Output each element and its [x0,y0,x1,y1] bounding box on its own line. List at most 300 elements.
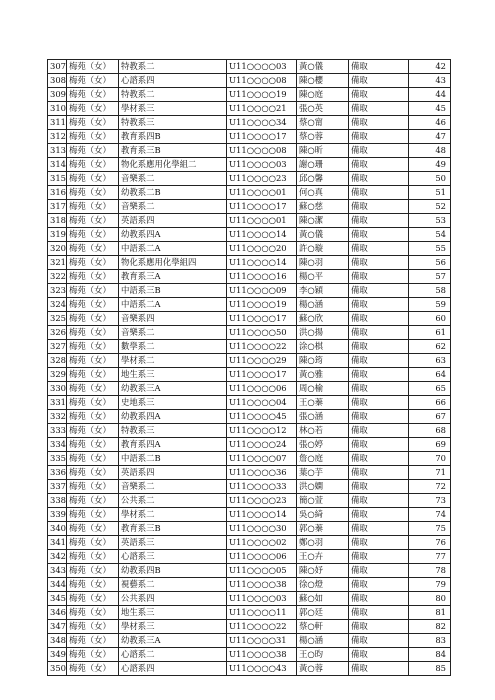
status-cell: 備取 [349,368,409,382]
status-cell: 備取 [349,592,409,606]
row-number-cell: 308 [48,74,67,88]
dormitory-cell: 梅苑（女） [67,340,119,354]
table-row [48,452,451,466]
table-row [48,396,451,410]
dormitory-cell: 梅苑（女） [67,396,119,410]
dormitory-cell: 梅苑（女） [67,130,119,144]
waitlist-order-cell: 42 [409,60,451,74]
dormitory-cell: 梅苑（女） [67,410,119,424]
department-cell: 心諮系四 [119,74,227,88]
table-row [48,648,451,662]
row-number-cell: 347 [48,620,67,634]
student-name-cell: 何○真 [297,186,349,200]
waitlist-order-cell: 56 [409,256,451,270]
dormitory-cell: 梅苑（女） [67,592,119,606]
row-number-cell: 329 [48,368,67,382]
waitlist-order-cell: 63 [409,354,451,368]
table-row [48,564,451,578]
student-id-cell: U11○○○○45 [227,410,297,424]
dormitory-cell: 梅苑（女） [67,564,119,578]
department-cell: 幼教系四A [119,228,227,242]
student-name-cell: 蘇○如 [297,592,349,606]
dormitory-cell: 梅苑（女） [67,494,119,508]
table-row [48,326,451,340]
department-cell: 心諮系三 [119,550,227,564]
department-cell: 幼教系四B [119,564,227,578]
student-name-cell: 張○涵 [297,410,349,424]
waitlist-order-cell: 65 [409,382,451,396]
department-cell: 地生系三 [119,368,227,382]
student-id-cell: U11○○○○50 [227,326,297,340]
status-cell: 備取 [349,438,409,452]
department-cell: 學材系二 [119,508,227,522]
row-number-cell: 337 [48,480,67,494]
table-row [48,88,451,102]
dormitory-cell: 梅苑（女） [67,368,119,382]
dormitory-cell: 梅苑（女） [67,102,119,116]
department-cell: 地生系三 [119,606,227,620]
waitlist-order-cell: 50 [409,172,451,186]
department-cell: 英語系四 [119,214,227,228]
table-body [48,60,451,676]
dormitory-cell: 梅苑（女） [67,466,119,480]
dormitory-cell: 梅苑（女） [67,606,119,620]
student-name-cell: 周○榆 [297,382,349,396]
status-cell: 備取 [349,60,409,74]
status-cell: 備取 [349,158,409,172]
student-name-cell: 陳○妤 [297,564,349,578]
dormitory-cell: 梅苑（女） [67,60,119,74]
row-number-cell: 344 [48,578,67,592]
student-id-cell: U11○○○○16 [227,270,297,284]
student-id-cell: U11○○○○17 [227,200,297,214]
department-cell: 特教系二 [119,60,227,74]
table-row [48,172,451,186]
student-name-cell: 張○婷 [297,438,349,452]
student-id-cell: U11○○○○07 [227,452,297,466]
student-id-cell: U11○○○○31 [227,634,297,648]
department-cell: 心諮系二 [119,648,227,662]
waitlist-order-cell: 58 [409,284,451,298]
table-row [48,438,451,452]
status-cell: 備取 [349,466,409,480]
student-name-cell: 陳○庭 [297,88,349,102]
status-cell: 備取 [349,312,409,326]
department-cell: 音樂系二 [119,480,227,494]
status-cell: 備取 [349,396,409,410]
dormitory-cell: 梅苑（女） [67,88,119,102]
waitlist-order-cell: 52 [409,200,451,214]
table-row [48,214,451,228]
status-cell: 備取 [349,186,409,200]
student-name-cell: 楊○涵 [297,634,349,648]
table-row [48,200,451,214]
student-name-cell: 邱○馨 [297,172,349,186]
department-cell: 特教系三 [119,116,227,130]
student-id-cell: U11○○○○36 [227,466,297,480]
student-id-cell: U11○○○○14 [227,256,297,270]
table-row [48,550,451,564]
waitlist-order-cell: 74 [409,508,451,522]
status-cell: 備取 [349,508,409,522]
student-id-cell: U11○○○○06 [227,550,297,564]
waitlist-order-cell: 64 [409,368,451,382]
status-cell: 備取 [349,88,409,102]
student-id-cell: U11○○○○22 [227,620,297,634]
student-id-cell: U11○○○○14 [227,228,297,242]
status-cell: 備取 [349,494,409,508]
table-row [48,592,451,606]
student-name-cell: 郭○蓁 [297,522,349,536]
student-id-cell: U11○○○○05 [227,564,297,578]
student-name-cell: 洪○嫻 [297,480,349,494]
waitlist-order-cell: 54 [409,228,451,242]
row-number-cell: 325 [48,312,67,326]
status-cell: 備取 [349,102,409,116]
dormitory-cell: 梅苑（女） [67,312,119,326]
status-cell: 備取 [349,480,409,494]
table-row [48,620,451,634]
row-number-cell: 346 [48,606,67,620]
dormitory-cell: 梅苑（女） [67,298,119,312]
dormitory-cell: 梅苑（女） [67,214,119,228]
student-id-cell: U11○○○○17 [227,130,297,144]
dormitory-cell: 梅苑（女） [67,270,119,284]
waitlist-order-cell: 69 [409,438,451,452]
student-name-cell: 涂○棋 [297,340,349,354]
waitlist-order-cell: 51 [409,186,451,200]
student-id-cell: U11○○○○02 [227,536,297,550]
dormitory-cell: 梅苑（女） [67,578,119,592]
student-id-cell: U11○○○○43 [227,662,297,676]
dormitory-cell: 梅苑（女） [67,382,119,396]
row-number-cell: 313 [48,144,67,158]
table-row [48,74,451,88]
student-name-cell: 蘇○慈 [297,200,349,214]
student-name-cell: 陳○昕 [297,144,349,158]
table-row [48,298,451,312]
table-row [48,522,451,536]
row-number-cell: 336 [48,466,67,480]
table-row [48,256,451,270]
row-number-cell: 317 [48,200,67,214]
student-id-cell: U11○○○○19 [227,298,297,312]
student-name-cell: 蔡○蓉 [297,130,349,144]
row-number-cell: 310 [48,102,67,116]
row-number-cell: 314 [48,158,67,172]
table-row [48,270,451,284]
dormitory-cell: 梅苑（女） [67,480,119,494]
dormitory-cell: 梅苑（女） [67,74,119,88]
dormitory-cell: 梅苑（女） [67,186,119,200]
status-cell: 備取 [349,564,409,578]
dormitory-cell: 梅苑（女） [67,228,119,242]
waitlist-order-cell: 46 [409,116,451,130]
status-cell: 備取 [349,452,409,466]
row-number-cell: 342 [48,550,67,564]
student-name-cell: 楊○涵 [297,298,349,312]
row-number-cell: 349 [48,648,67,662]
dormitory-cell: 梅苑（女） [67,550,119,564]
dormitory-cell: 梅苑（女） [67,508,119,522]
waitlist-order-cell: 75 [409,522,451,536]
status-cell: 備取 [349,200,409,214]
status-cell: 備取 [349,620,409,634]
dormitory-cell: 梅苑（女） [67,158,119,172]
department-cell: 特教系三 [119,424,227,438]
row-number-cell: 340 [48,522,67,536]
row-number-cell: 350 [48,662,67,676]
waitlist-order-cell: 55 [409,242,451,256]
department-cell: 教育系三B [119,144,227,158]
table-row [48,144,451,158]
department-cell: 幼教系三A [119,634,227,648]
dormitory-cell: 梅苑（女） [67,522,119,536]
table-row [48,424,451,438]
student-id-cell: U11○○○○03 [227,592,297,606]
student-name-cell: 王○昀 [297,648,349,662]
student-id-cell: U11○○○○06 [227,382,297,396]
row-number-cell: 343 [48,564,67,578]
status-cell: 備取 [349,410,409,424]
dormitory-cell: 梅苑（女） [67,424,119,438]
student-id-cell: U11○○○○33 [227,480,297,494]
status-cell: 備取 [349,354,409,368]
dormitory-cell: 梅苑（女） [67,452,119,466]
department-cell: 學材系三 [119,620,227,634]
waitlist-order-cell: 81 [409,606,451,620]
student-name-cell: 陳○櫻 [297,74,349,88]
dormitory-cell: 梅苑（女） [67,242,119,256]
student-name-cell: 洪○揚 [297,326,349,340]
department-cell: 公共系二 [119,494,227,508]
student-id-cell: U11○○○○08 [227,144,297,158]
dormitory-cell: 梅苑（女） [67,200,119,214]
department-cell: 史地系三 [119,396,227,410]
row-number-cell: 311 [48,116,67,130]
student-id-cell: U11○○○○20 [227,242,297,256]
row-number-cell: 321 [48,256,67,270]
dormitory-cell: 梅苑（女） [67,438,119,452]
waitlist-table [47,59,451,676]
student-id-cell: U11○○○○30 [227,522,297,536]
waitlist-order-cell: 84 [409,648,451,662]
status-cell: 備取 [349,144,409,158]
student-id-cell: U11○○○○04 [227,396,297,410]
status-cell: 備取 [349,74,409,88]
dormitory-cell: 梅苑（女） [67,284,119,298]
row-number-cell: 348 [48,634,67,648]
waitlist-order-cell: 45 [409,102,451,116]
student-id-cell: U11○○○○34 [227,116,297,130]
waitlist-order-cell: 73 [409,494,451,508]
student-id-cell: U11○○○○38 [227,648,297,662]
row-number-cell: 327 [48,340,67,354]
waitlist-order-cell: 77 [409,550,451,564]
waitlist-order-cell: 60 [409,312,451,326]
row-number-cell: 326 [48,326,67,340]
table-row [48,410,451,424]
student-id-cell: U11○○○○38 [227,578,297,592]
table-row [48,102,451,116]
student-id-cell: U11○○○○22 [227,340,297,354]
student-name-cell: 李○穎 [297,284,349,298]
status-cell: 備取 [349,270,409,284]
status-cell: 備取 [349,214,409,228]
department-cell: 特教系二 [119,88,227,102]
row-number-cell: 312 [48,130,67,144]
student-id-cell: U11○○○○03 [227,60,297,74]
student-name-cell: 徐○燈 [297,578,349,592]
department-cell: 音樂系二 [119,172,227,186]
waitlist-order-cell: 78 [409,564,451,578]
dormitory-cell: 梅苑（女） [67,620,119,634]
department-cell: 英語系四 [119,466,227,480]
student-id-cell: U11○○○○01 [227,186,297,200]
waitlist-order-cell: 72 [409,480,451,494]
row-number-cell: 315 [48,172,67,186]
department-cell: 數學系二 [119,340,227,354]
table-row [48,158,451,172]
student-name-cell: 蔡○甯 [297,116,349,130]
student-id-cell: U11○○○○01 [227,214,297,228]
department-cell: 物化系應用化學組二 [119,158,227,172]
department-cell: 音樂系二 [119,200,227,214]
status-cell: 備取 [349,284,409,298]
waitlist-order-cell: 79 [409,578,451,592]
row-number-cell: 341 [48,536,67,550]
waitlist-order-cell: 71 [409,466,451,480]
student-id-cell: U11○○○○03 [227,158,297,172]
student-name-cell: 黃○雅 [297,368,349,382]
status-cell: 備取 [349,116,409,130]
table-row [48,368,451,382]
row-number-cell: 330 [48,382,67,396]
waitlist-order-cell: 76 [409,536,451,550]
row-number-cell: 334 [48,438,67,452]
waitlist-order-cell: 47 [409,130,451,144]
department-cell: 音樂系四 [119,312,227,326]
table-row [48,60,451,74]
status-cell: 備取 [349,578,409,592]
table-row [48,494,451,508]
table-row [48,284,451,298]
student-name-cell: 吳○綺 [297,508,349,522]
row-number-cell: 307 [48,60,67,74]
row-number-cell: 333 [48,424,67,438]
student-name-cell: 王○卉 [297,550,349,564]
dormitory-cell: 梅苑（女） [67,116,119,130]
dormitory-cell: 梅苑（女） [67,536,119,550]
student-name-cell: 楊○平 [297,270,349,284]
student-name-cell: 謝○珊 [297,158,349,172]
waitlist-order-cell: 66 [409,396,451,410]
dormitory-cell: 梅苑（女） [67,172,119,186]
department-cell: 中語系二A [119,298,227,312]
department-cell: 公共系四 [119,592,227,606]
table-row [48,130,451,144]
student-name-cell: 王○蓁 [297,396,349,410]
student-id-cell: U11○○○○23 [227,172,297,186]
status-cell: 備取 [349,550,409,564]
dormitory-cell: 梅苑（女） [67,354,119,368]
row-number-cell: 332 [48,410,67,424]
student-name-cell: 蔡○軒 [297,620,349,634]
department-cell: 中語系二B [119,452,227,466]
table-row [48,662,451,676]
table-row [48,466,451,480]
waitlist-order-cell: 43 [409,74,451,88]
student-name-cell: 葉○芋 [297,466,349,480]
dormitory-cell: 梅苑（女） [67,144,119,158]
row-number-cell: 345 [48,592,67,606]
status-cell: 備取 [349,298,409,312]
student-name-cell: 黃○蓉 [297,662,349,676]
waitlist-order-cell: 59 [409,298,451,312]
table-row [48,508,451,522]
status-cell: 備取 [349,326,409,340]
student-name-cell: 蘇○欣 [297,312,349,326]
waitlist-order-cell: 44 [409,88,451,102]
department-cell: 心諮系四 [119,662,227,676]
waitlist-order-cell: 80 [409,592,451,606]
student-name-cell: 陳○潔 [297,214,349,228]
department-cell: 教育系四B [119,130,227,144]
student-name-cell: 陳○羽 [297,256,349,270]
table-row [48,536,451,550]
student-name-cell: 黃○儀 [297,228,349,242]
waitlist-order-cell: 67 [409,410,451,424]
table-row [48,242,451,256]
student-name-cell: 詹○庭 [297,452,349,466]
status-cell: 備取 [349,648,409,662]
department-cell: 學材系三 [119,102,227,116]
waitlist-order-cell: 48 [409,144,451,158]
table-row [48,382,451,396]
dormitory-cell: 梅苑（女） [67,326,119,340]
waitlist-order-cell: 68 [409,424,451,438]
department-cell: 物化系應用化學組四 [119,256,227,270]
table-row [48,634,451,648]
status-cell: 備取 [349,634,409,648]
table-row [48,228,451,242]
status-cell: 備取 [349,172,409,186]
status-cell: 備取 [349,424,409,438]
department-cell: 幼教系三A [119,382,227,396]
waitlist-order-cell: 70 [409,452,451,466]
department-cell: 英語系三 [119,536,227,550]
table-row [48,606,451,620]
status-cell: 備取 [349,382,409,396]
student-name-cell: 鄭○羽 [297,536,349,550]
student-name-cell: 林○若 [297,424,349,438]
student-id-cell: U11○○○○08 [227,74,297,88]
status-cell: 備取 [349,130,409,144]
student-name-cell: 張○英 [297,102,349,116]
waitlist-order-cell: 53 [409,214,451,228]
table-row [48,354,451,368]
row-number-cell: 323 [48,284,67,298]
department-cell: 視藝系二 [119,578,227,592]
student-id-cell: U11○○○○14 [227,508,297,522]
department-cell: 幼教系四A [119,410,227,424]
department-cell: 音樂系二 [119,326,227,340]
waitlist-order-cell: 61 [409,326,451,340]
waitlist-order-cell: 49 [409,158,451,172]
row-number-cell: 320 [48,242,67,256]
student-name-cell: 許○璇 [297,242,349,256]
row-number-cell: 319 [48,228,67,242]
